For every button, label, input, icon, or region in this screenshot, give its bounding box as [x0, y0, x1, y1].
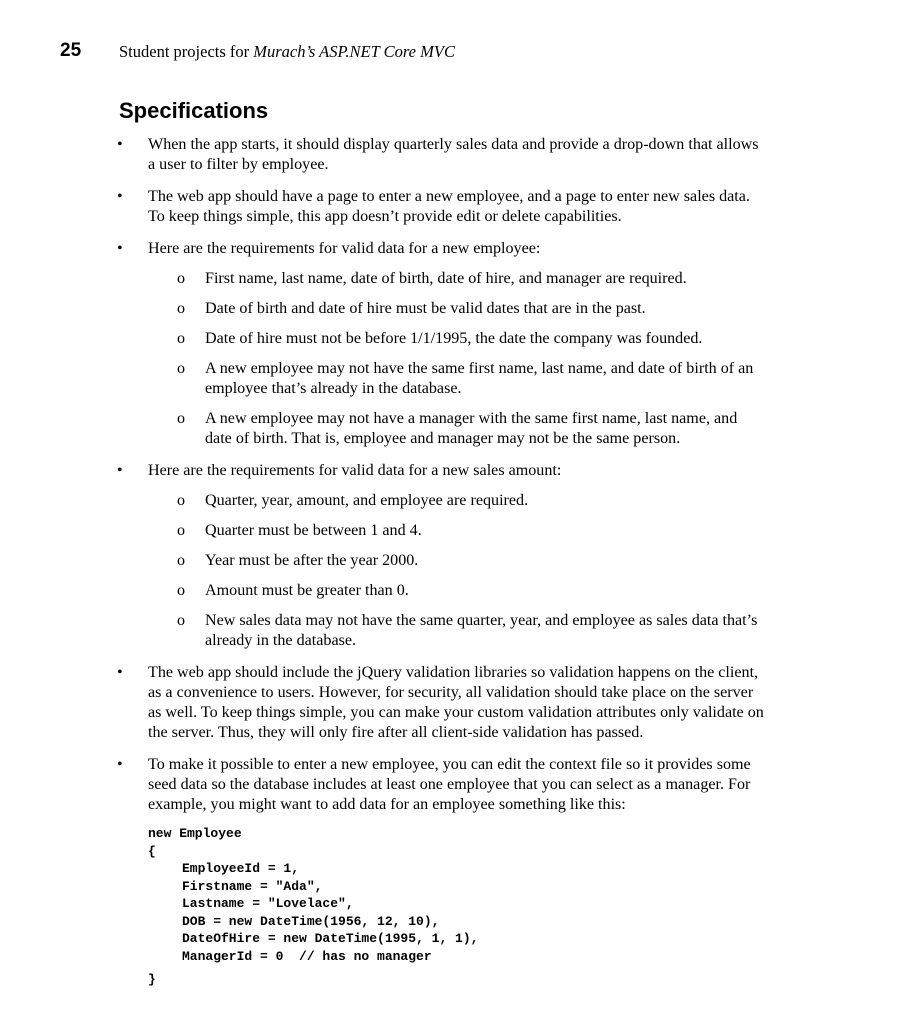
code-line: Lastname = "Lovelace",: [182, 896, 354, 911]
sub-item: [148, 409, 768, 449]
sub-bullet: o: [177, 582, 186, 599]
running-head: [119, 42, 455, 62]
sub-bullet: o: [177, 360, 186, 377]
sub-item-text: Quarter must be between 1 and 4.: [205, 522, 422, 539]
sub-bullet: o: [177, 330, 186, 347]
bullet-dot: •: [117, 756, 123, 773]
sub-bullet: o: [177, 522, 186, 539]
sub-item: [148, 581, 768, 601]
bullet-text: The web app should have a page to enter a new employee, and a page to enter new sales data. To keep things simple, this app doesn’t provide edit or delete capabilities.: [148, 188, 750, 225]
code-close-brace: }: [148, 972, 156, 987]
sub-item-text: Quarter, year, amount, and employee are required.: [205, 492, 529, 509]
sub-item-text: Year must be after the year 2000.: [205, 552, 419, 569]
code-line: DateOfHire = new DateTime(1995, 1, 1),: [182, 931, 479, 946]
bullet-dot: •: [117, 136, 123, 153]
sub-item: [148, 359, 768, 399]
specifications-list: [0, 135, 899, 1001]
bullet-dot: •: [117, 188, 123, 205]
code-line: ManagerId = 0 // has no manager: [182, 948, 432, 964]
bullet-dot: •: [117, 462, 123, 479]
bullet-text: Here are the requirements for valid data for a new sales amount:: [148, 462, 562, 479]
sub-bullet: o: [177, 300, 186, 317]
code-line: Firstname = "Ada",: [182, 878, 323, 894]
bullet-dot: •: [117, 240, 123, 257]
bullet-item: [0, 461, 768, 651]
sub-bullet: o: [177, 492, 186, 509]
sub-item: [148, 551, 768, 571]
bullet-text: When the app starts, it should display quarterly sales data and provide a drop-down that allows a user to filter by employee.: [148, 136, 759, 173]
sub-bullet: o: [177, 270, 186, 287]
sub-item-text: First name, last name, date of birth, date of hire, and manager are required.: [205, 270, 687, 287]
bullet-text: To make it possible to enter a new employee, you can edit the context file so it provides some seed data so the database includes at least one employee that you can select as a manager. For example, you might want to add data for an employee something like this:: [148, 756, 751, 813]
running-head-book-title: Murach’s ASP.NET Core MVC: [253, 42, 455, 61]
code-line: DOB = new DateTime(1956, 12, 10),: [182, 913, 440, 929]
sub-item: [148, 299, 768, 319]
sub-item-text: New sales data may not have the same quarter, year, and employee as sales data that’s already in the database.: [205, 612, 758, 649]
sub-item-text: Date of hire must not be before 1/1/1995, the date the company was founded.: [205, 330, 703, 347]
sub-item: [148, 329, 768, 349]
page-header: [0, 40, 899, 66]
sub-item: [148, 611, 768, 651]
sub-item-text: Date of birth and date of hire must be valid dates that are in the past.: [205, 300, 646, 317]
bullet-dot: •: [117, 664, 123, 681]
page-number: 25: [60, 40, 82, 61]
sub-bullet: o: [177, 612, 186, 629]
bullet-text: Here are the requirements for valid data for a new employee:: [148, 240, 541, 257]
sub-bullet: o: [177, 552, 186, 569]
code-line: new Employee: [148, 826, 242, 841]
bullet-item: [0, 663, 768, 743]
section-title: Specifications: [119, 98, 269, 123]
running-head-prefix: Student projects for: [119, 42, 254, 61]
code-open-brace: {: [148, 843, 156, 859]
bullet-item: [0, 135, 768, 175]
sub-item-text: A new employee may not have a manager with the same first name, last name, and date of birth. That is, employee and manager may not be the same person.: [205, 410, 738, 447]
sub-bullet: o: [177, 410, 186, 427]
bullet-item: [0, 239, 768, 449]
sub-item-text: A new employee may not have the same first name, last name, and date of birth of an employee that’s already in the database.: [205, 360, 754, 397]
sub-item: [148, 521, 768, 541]
bullet-item: [0, 187, 768, 227]
code-line: EmployeeId = 1,: [182, 861, 300, 876]
sub-item: [148, 269, 768, 289]
sub-item: [148, 491, 768, 511]
bullet-item: [0, 755, 768, 989]
sub-list: [148, 491, 768, 651]
sub-item-text: Amount must be greater than 0.: [205, 582, 409, 599]
bullet-text: The web app should include the jQuery validation libraries so validation happens on the client, as a convenience to users. However, for security, all validation should take place on the server as well. To keep things simple, you can make your custom validation attributes only validate on the server. Thus, they will only fire after all client-side validation has passed.: [148, 664, 764, 741]
sub-list: [148, 269, 768, 449]
code-sample: [148, 825, 768, 989]
